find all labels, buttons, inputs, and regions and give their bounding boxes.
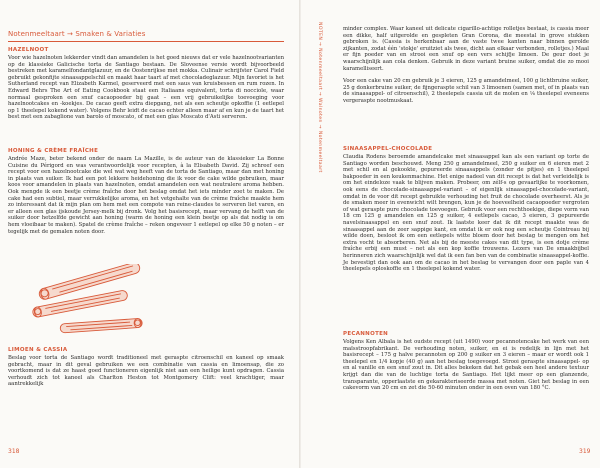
section-body: Volgens Ken Albala is het oudste recept (uit 1490) voor pecannotencake het werk van een maïsstroopfabrikant. De verhouding noten, suiker, en ei is redelijk in lijn met het basisrecept – 175 g halve pecannoten op 200 g suiker en 3 eieren – maar er wordt ook 1 theelepel en 1/4 kopje (40 g) aan het beslag toegevoegd. Strooi geraspte sinaasappel- op en al vanille en een snuf zout in. Dit alles bekeken dat het gebak een heel andere textuur krijgt dan die van de luchtige torta de Santiago. Het lijkt meer op een glanzende, transparante, opperlaatste en gekarakteriseerde massa met noten. Giet het beslag in een cakevorm van 20 cm en zet die 50-60 minuten onder in een oven van 180 °C. [343, 339, 589, 392]
running-head-text: NOTEN → Notenmeeltaart → Walnoten → Notenmeeltaart [317, 22, 322, 173]
section-body: Claudia Rodens beroemde amandelcake met sinaasappel kan als een variant op torte de Santiago worden beschouwd. Meng 250 g amandelmeel, 250 g suiker en 6 eieren met 2 met schil en al gekookte, gepureerde sinaasappels (zonder de pitjes) en 1 theelepel bakpoeder in een keukenmachine. Het enige nadeel van dit recept is dat het verleidelijk is om het eindeloze vaak te blijven maken. Probeer, om zélf-s op gevaarlijke te voorkomen, ook eens de chocolade-sinaasappel-variant – of eigenlijk sinaasappel-chocolade-variant, omdat in de voor dit recept gebruikte verhouding het fruit de chocolade overheerst. Als je de smaken meer in evenwicht wilt brengen, kun je de hoeveelheid cacaopoeder vergroten of wat geraspte pure chocolade toevoegen. Gebruik voor een rechthoekige, diepe vorm van 18 cm 125 g amandelen en 125 g suiker, 4 eetlepels cacao, 3 eieren, 3 gepureerde navelsinaasappel en een snuf zout. Ik laatste keer dat ik dit recept maakte was de sinaasappel aan de zeer sappige kant, en omdat ik er ook nog een scheutje Cointreau bij wilde doen, besloot ik om een eetlepels witte bloem door het beslag te mengen om het extra vocht te absorberen. Net als bij de meeste cakes van dit type, is een dotje crème fraîche erbij een must – net als een kop koffie trouwens. Lezers van De smaakbijbel herinneren zich waarschijnlijk wel dat ik een fan ben van de combinatie sinaasappel-koffie. Je bevestigt dan ook aan om de cacao in het beslag te vervangen door een paple van 4 theelepels oploskoffie en 1 theelepel kokend water. [343, 154, 589, 273]
page-number-left: 318 [8, 448, 20, 455]
title-rule [8, 41, 284, 42]
section-body: Voor wie hazelnoten lekkerder vindt dan amandelen is het goed nieuws dat er vele hazelnootvarianten op de klassieke Galicische torta de Santiago bestaan. De Sloveense versie wordt bijvoorbeeld bestreken met karamelfondantglazuur, en de Oostenrijkse met mokka. Culinair schrijfster Carol Field gebruikt gekonfijte sinaasappelschil en maakt haar taart af met chocoladeglazuur. Mijn favoriet is het Sutherland recept van Elizabeth Karmel, geserveerd met een saus van kruisbessen en rum rozen. In Edward Behrs The Art of Eating Cookbook staat een Italiaans equivalent, torta di nocciole, waar normaal gesproken een snuf cacaopoeder bij gaat – een vrij gebruikelijke toevoeging voor hazelnootcakes en -koekjes. De cacao geeft extra diepgang, net als een scheutje opkoffie (1 eetlepel op 1 theelepel kokend water). Volgens Behr leidt de cacao echter alleen maar af en kun je de taart het best met een zabaglione van barolo of moscato, of met een glas Moscato d'Asti serveren. [8, 55, 284, 121]
section-honing [8, 148, 284, 241]
section-heading: SINAASAPPEL-CHOCOLADE [343, 146, 433, 152]
section-body: Beslag voor torta de Santiago wordt traditioneel met geraspte citroenschil en kaneel op smaak gebracht, maar in dit geval gebruiken we een combinatie van cassia en limoensap, die zo voortkomend is dat ze haast goed functioneren eigenlijk niet aan een heilige kunt opdragen. Cassia verhoudt zich tot kaneel als Charlton Heston tot Montgomery Clift: veel krachtiger, maar aantrekkelijk [8, 355, 284, 388]
left-page [0, 0, 299, 468]
section-heading: HAZELNOOT [8, 47, 49, 53]
page-title: Notenmeeltaart → Smaken & Variaties [8, 30, 146, 38]
section-limoen-cassia [8, 347, 284, 394]
page-number-right: 319 [579, 448, 591, 455]
section-heading: HONING & CRÈME FRAÎCHE [8, 148, 99, 154]
section-hazelnoot [8, 47, 284, 127]
section-continuation [343, 26, 589, 111]
section-pecannoten [343, 331, 589, 398]
cinnamon-sticks-illustration [30, 264, 160, 339]
section-body: minder complex. Waar kaneel uit delicate cigarillo-achtige rolletjes bestaat, is cassia meer een dikke, half uitgerolde en gespleten Gran Corona, die meestal in grove stukken gebroken is. (Cassia is herkenbaar aan de vaste twee kanten naar binnen gerolde zijkanten, zodat één 'stokje' eruitziet als twee, dicht aan elkaar verbonden, rolletjes.) Maal er fijn poeder van en strooi een snuf op een vers schijfje limoen. De geur doet je waarschijnlijk aan cola denken. Gebruik in deze variant bruine suiker, omdat die zo mooi karamelliseert. [343, 26, 589, 72]
right-page [301, 0, 600, 468]
section-body: Voor een cake van 20 cm gebruik je 3 eieren, 125 g amandelmeel, 100 g lichtbruine suiker, 25 g donkerbruine suiker, de fijngeraspte schil van 3 limoenen (samen met, of in plaats van de sinaasappel- of citroenschil), 2 theelepels cassia uit de molen en ⅛ theelepel eveneens vergeraspte nootmuskaat. [343, 78, 589, 104]
section-heading: LIMOEN & CASSIA [8, 347, 68, 353]
section-heading: PECANNOTEN [343, 331, 389, 337]
section-body: Andrée Maze, beter bekend onder de naam La Mazille, is de auteur van de klassieker La Bonne Cuisine du Périgord en was verantwoordelijk voor recepten, à la Elisabeth David. Zij schreef een recept voor een hazelnootcake die wel wat weg heeft van de torta de Santiago, maar dan met honing in plaats van suiker. Ik had een pot lekkere heidehoning die ik voor de cake wilde gebruiken, maar koos voor amandelen in plaats van hazelnoten, omdat amandelen een wat neutralere aroma hebben. Ook mengde ik een beetje crème fraîche door het beslag omdat het iets minder zoet te maken. De cake had een subtiel, maar verrukkelijke aroma, en het vetgehalte van de crème fraîche maakte hem zo interessant dat ik mijn plan om hem met een compote van reine-claudes te serveren liet varen, en er alleen een glas ijskoude Jersey-melk bij dronk. Volg het basisrecept, maar vervang de helft van de suiker door hetzelfde gewicht aan honing (warm de honing een klein beetje op als dat nodig is om hem vloeibaar te maken). Spatel de crème fraîche – reken ongeveer 1 eetlepel op elke 50 g noten – er tegelijk met de gemalen noten door. [8, 156, 284, 235]
running-head [315, 22, 325, 172]
section-sinaasappel-chocolade [343, 146, 589, 279]
